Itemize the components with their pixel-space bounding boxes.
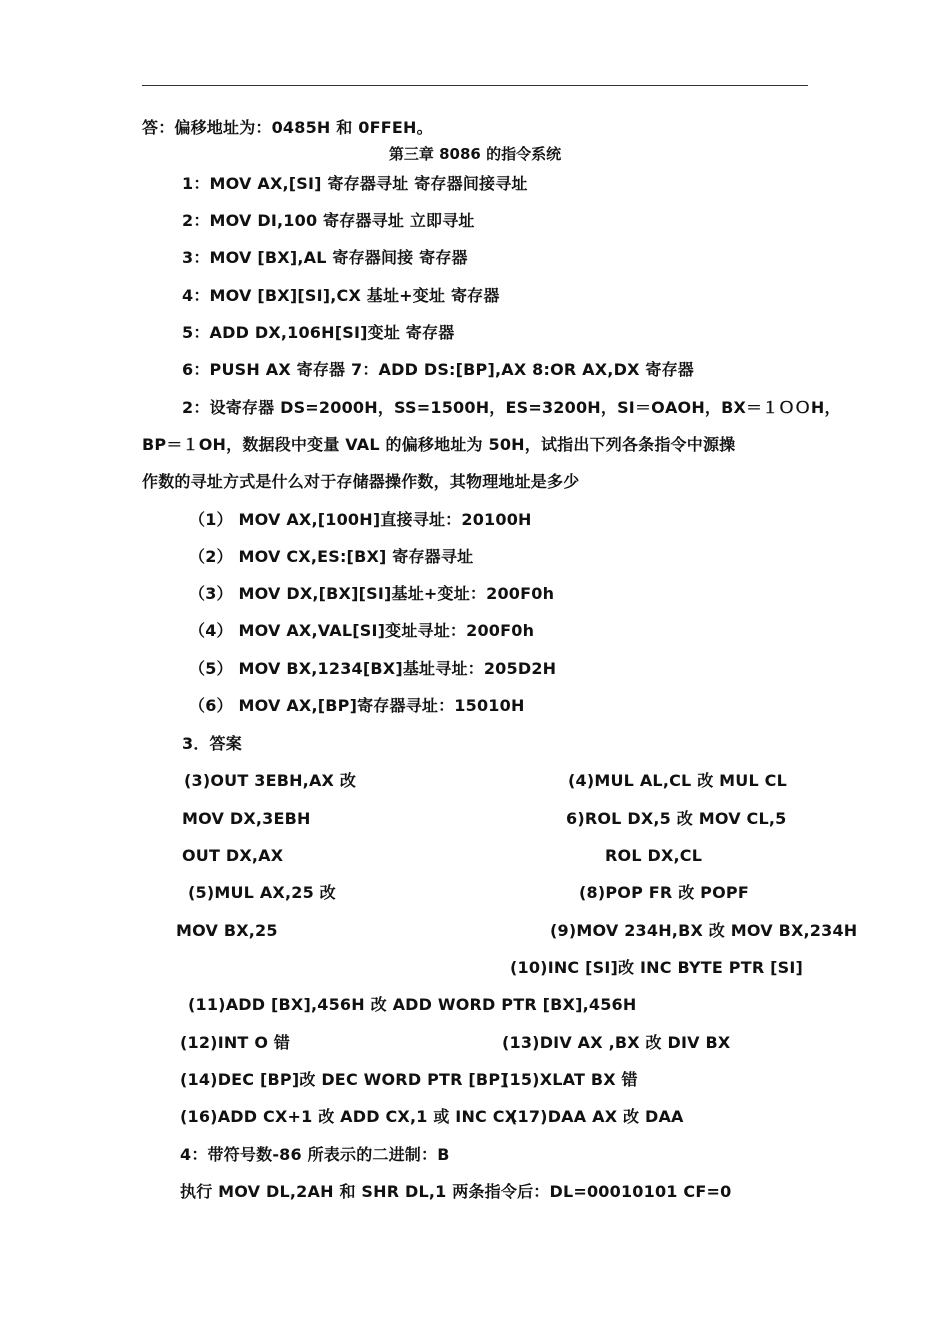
q3-answer-15: (15)XLAT BX 错 (502, 1070, 638, 1089)
q3-answer-8: (8)POP FR 改 POPF (579, 883, 749, 902)
q3-answer-17: (17)DAA AX 改 DAA (510, 1107, 684, 1126)
q3-answer-12: (12)INT O 错 (180, 1033, 291, 1052)
q1-item-2: 2：MOV DI,100 寄存器寻址 立即寻址 (182, 211, 475, 230)
q1-item-3: 3：MOV [BX],AL 寄存器间接 寄存器 (182, 248, 468, 267)
q2-answer-4: （4） MOV AX,VAL[SI]变址寻址：200F0h (189, 621, 535, 640)
q2-answer-3: （3） MOV DX,[BX][SI]基址+变址：200F0h (189, 584, 555, 603)
q3-answer-3a: (3)OUT 3EBH,AX 改 (184, 771, 357, 790)
q3-answer-6a: 6)ROL DX,5 改 MOV CL,5 (566, 809, 787, 828)
q3-answer-11: (11)ADD [BX],456H 改 ADD WORD PTR [BX],456H (188, 995, 637, 1014)
q3-heading: 3．答案 (182, 734, 242, 753)
q1-item-5: 5：ADD DX,106H[SI]变址 寄存器 (182, 323, 455, 342)
q3-answer-4: (4)MUL AL,CL 改 MUL CL (568, 771, 787, 790)
q2-text-line-2: BP＝１ОH，数据段中变量 VAL 的偏移地址为 50H，试指出下列各条指令中源操 (142, 435, 736, 454)
q3-answer-5b: MOV BX,25 (176, 921, 278, 940)
answer-offset-line: 答：偏移地址为：0485H 和 0FFEH。 (142, 118, 433, 137)
q2-answer-6: （6） MOV AX,[BP]寄存器寻址：15010H (189, 696, 525, 715)
q3-answer-13: (13)DIV AX ,BX 改 DIV BX (502, 1033, 731, 1052)
q1-item-4: 4：MOV [BX][SI],CX 基址+变址 寄存器 (182, 286, 500, 305)
q3-answer-5a: (5)MUL AX,25 改 (188, 883, 336, 902)
q2-text-line-3: 作数的寻址方式是什么对于存储器操作数，其物理地址是多少 (142, 472, 580, 491)
q3-answer-3b: MOV DX,3EBH (182, 809, 311, 828)
q1-item-1: 1：MOV AX,[SI] 寄存器寻址 寄存器间接寻址 (182, 174, 528, 193)
q1-item-6: 6：PUSH AX 寄存器 7：ADD DS:[BP],AX 8:OR AX,DX 寄存器 (182, 360, 694, 379)
q3-answer-9: (9)MOV 234H,BX 改 MOV BX,234H (550, 921, 858, 940)
q2-text-line-1: 2：设寄存器 DS=2000H，SS=1500H，ES=3200H，SI＝ОАОH，BX＝１ＯＯH， (182, 398, 841, 417)
q3-answer-14: (14)DEC [BP]改 DEC WORD PTR [BP] (180, 1070, 508, 1089)
q2-answer-2: （2） MOV CX,ES:[BX] 寄存器寻址 (189, 547, 474, 566)
q2-answer-1: （1） MOV AX,[100H]直接寻址：20100H (189, 510, 532, 529)
q3-answer-16: (16)ADD CX+1 改 ADD CX,1 或 INC CX (180, 1107, 518, 1126)
header-rule (142, 85, 808, 86)
q4-line-2: 执行 MOV DL,2AH 和 SHR DL,1 两条指令后：DL=00010101 CF=0 (180, 1182, 732, 1201)
q3-answer-10: (10)INC [SI]改 INC BYTE PTR [SI] (510, 958, 804, 977)
chapter-title: 第三章 8086 的指令系统 (388, 145, 562, 163)
q3-answer-6b: ROL DX,CL (605, 846, 703, 865)
q3-answer-3c: OUT DX,AX (182, 846, 284, 865)
q2-answer-5: （5） MOV BX,1234[BX]基址寻址：205D2H (189, 659, 557, 678)
q4-line-1: 4：带符号数-86 所表示的二进制：B (180, 1145, 450, 1164)
